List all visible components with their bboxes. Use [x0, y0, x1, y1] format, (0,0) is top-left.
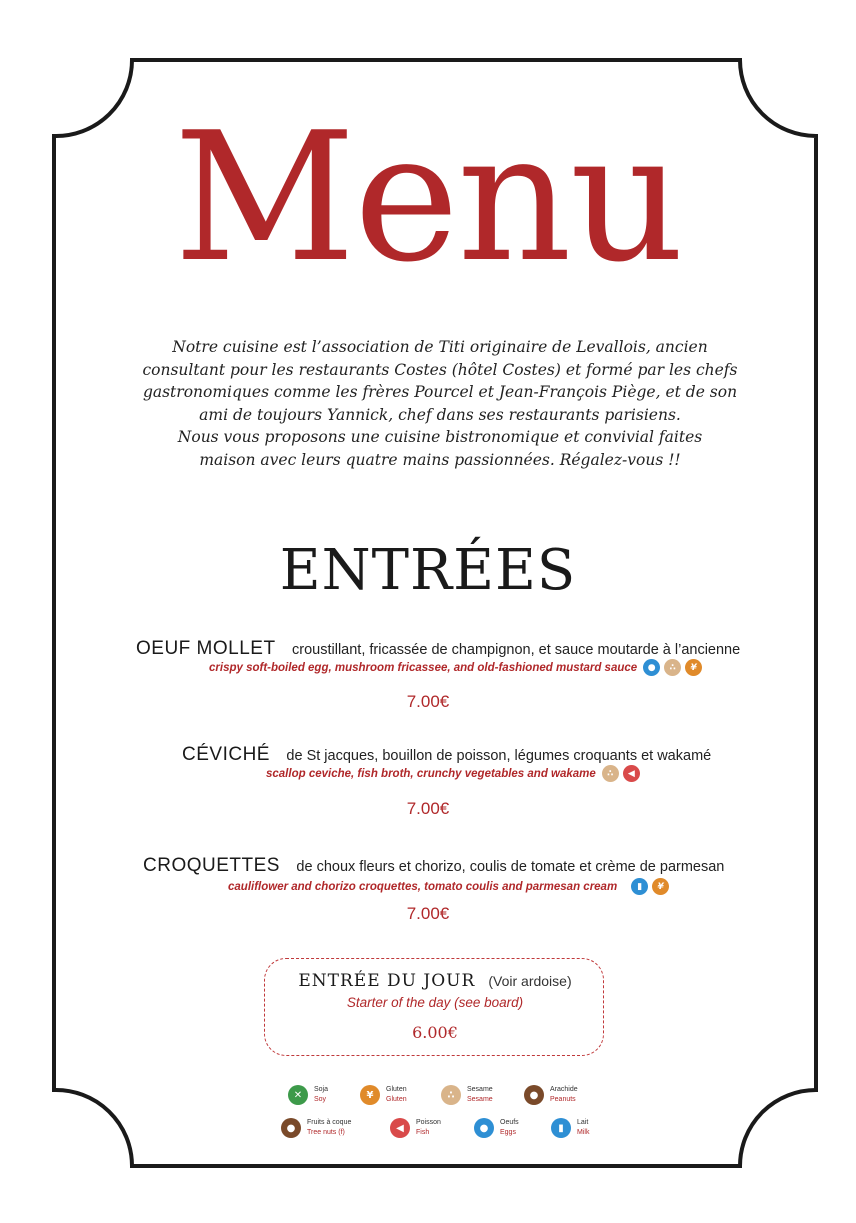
legend-en: Fish [416, 1129, 430, 1136]
legend-fr: Oeufs [500, 1119, 519, 1126]
legend-en: Gluten [386, 1096, 407, 1103]
dish-description: croustillant, fricassée de champignon, et sauce moutarde à l’ancienne [292, 642, 741, 658]
milk-icon: ▮ [631, 878, 648, 895]
legend-label [416, 1118, 441, 1138]
legend-fr: Soja [314, 1086, 329, 1093]
legend-gluten [360, 1085, 407, 1105]
entree-du-jour-name: ENTRÉE DU JOUR [298, 971, 476, 991]
intro-line: maison avec leurs quatre mains passionnées. Régalez-vous !! [199, 450, 681, 469]
intro-line: gastronomiques comme les frères Pourcel et Jean-François Piège, et de son [142, 383, 738, 401]
legend-fr: Gluten [386, 1086, 407, 1093]
allergen-icons [602, 765, 640, 782]
dish-english-text: scallop ceviche, fish broth, crunchy vegetables and wakame [266, 767, 596, 780]
menu-title: Menu [173, 94, 683, 301]
legend-label [314, 1085, 328, 1105]
egg-icon: ● [474, 1118, 494, 1138]
dish-english-text: cauliflower and chorizo croquettes, tomato coulis and parmesan cream [228, 880, 618, 893]
fish-icon: ◀ [623, 765, 640, 782]
dish-price: 7.00€ [406, 799, 450, 818]
legend-en: Soy [314, 1096, 327, 1103]
legend-fish [390, 1118, 441, 1138]
legend-peanut [524, 1085, 578, 1105]
dish-price: 7.00€ [406, 904, 450, 923]
dish-description: de St jacques, bouillon de poisson, légumes croquants et wakamé [286, 748, 712, 764]
legend-en: Sesame [467, 1096, 493, 1103]
legend-en: Milk [577, 1129, 590, 1136]
tree-nuts-icon: ● [281, 1118, 301, 1138]
gluten-icon: ¥ [685, 659, 702, 676]
entree-du-jour-note: (Voir ardoise) [488, 973, 572, 989]
dish-description: de choux fleurs et chorizo, coulis de tomate et crème de parmesan [296, 859, 725, 875]
legend-soy [288, 1085, 328, 1105]
legend-fr: Poisson [416, 1119, 441, 1126]
entree-du-jour-header [265, 971, 605, 991]
legend-label [467, 1085, 493, 1105]
dish-price: 7.00€ [406, 692, 450, 711]
egg-icon: ● [643, 659, 660, 676]
legend-fr: Sesame [467, 1086, 493, 1093]
dish-name: CÉVICHÉ [182, 744, 270, 765]
legend-label [550, 1085, 578, 1105]
peanut-icon: ● [524, 1085, 544, 1105]
milk-icon: ▮ [551, 1118, 571, 1138]
section-title-entrees: ENTRÉES [279, 538, 577, 603]
sesame-icon: ∴ [441, 1085, 461, 1105]
gluten-icon: ¥ [360, 1085, 380, 1105]
legend-fr: Lait [577, 1119, 589, 1126]
entree-du-jour-price: 6.00€ [412, 1023, 458, 1042]
fish-icon: ◀ [390, 1118, 410, 1138]
dish-english [228, 878, 669, 895]
intro-line: ami de toujours Yannick, chef dans ses restaurants parisiens. [199, 405, 681, 424]
intro-line: consultant pour les restaurants Costes (hôtel Costes) et formé par les chefs [142, 360, 738, 379]
allergen-icons [631, 878, 669, 895]
intro-line: Nous vous proposons une cuisine bistronomique et convivial faites [177, 428, 703, 446]
sesame-icon: ∴ [664, 659, 681, 676]
dish-header [182, 744, 711, 766]
legend-eggs [474, 1118, 519, 1138]
entree-du-jour-english: Starter of the day (see board) [346, 995, 524, 1010]
entree-du-jour-box [264, 958, 604, 1056]
intro-text [120, 336, 760, 471]
legend-label [307, 1118, 351, 1138]
intro-line: Notre cuisine est l’association de Titi originaire de Levallois, ancien [172, 338, 708, 356]
legend-fr: Arachide [550, 1086, 578, 1093]
dish-name: OEUF MOLLET [136, 638, 276, 659]
dish-name: CROQUETTES [143, 855, 280, 876]
dish-english-text: crispy soft-boiled egg, mushroom fricassee, and old-fashioned mustard sauce [209, 661, 638, 674]
legend-en: Peanuts [550, 1096, 576, 1103]
legend-fr: Fruits à coque [307, 1119, 352, 1126]
soy-icon: ✕ [288, 1085, 308, 1105]
legend-milk [551, 1118, 589, 1138]
legend-label [386, 1085, 407, 1105]
gluten-icon: ¥ [652, 878, 669, 895]
allergen-icons [643, 659, 702, 676]
dish-english [266, 765, 640, 782]
legend-sesame [441, 1085, 493, 1105]
legend-en: Tree nuts (f) [307, 1129, 345, 1136]
legend-tree-nuts [281, 1118, 351, 1138]
dish-english [209, 659, 702, 676]
dish-header [136, 638, 740, 660]
legend-en: Eggs [500, 1129, 516, 1136]
sesame-icon: ∴ [602, 765, 619, 782]
legend-label [500, 1118, 519, 1138]
legend-label [577, 1118, 589, 1138]
dish-header [143, 855, 724, 877]
